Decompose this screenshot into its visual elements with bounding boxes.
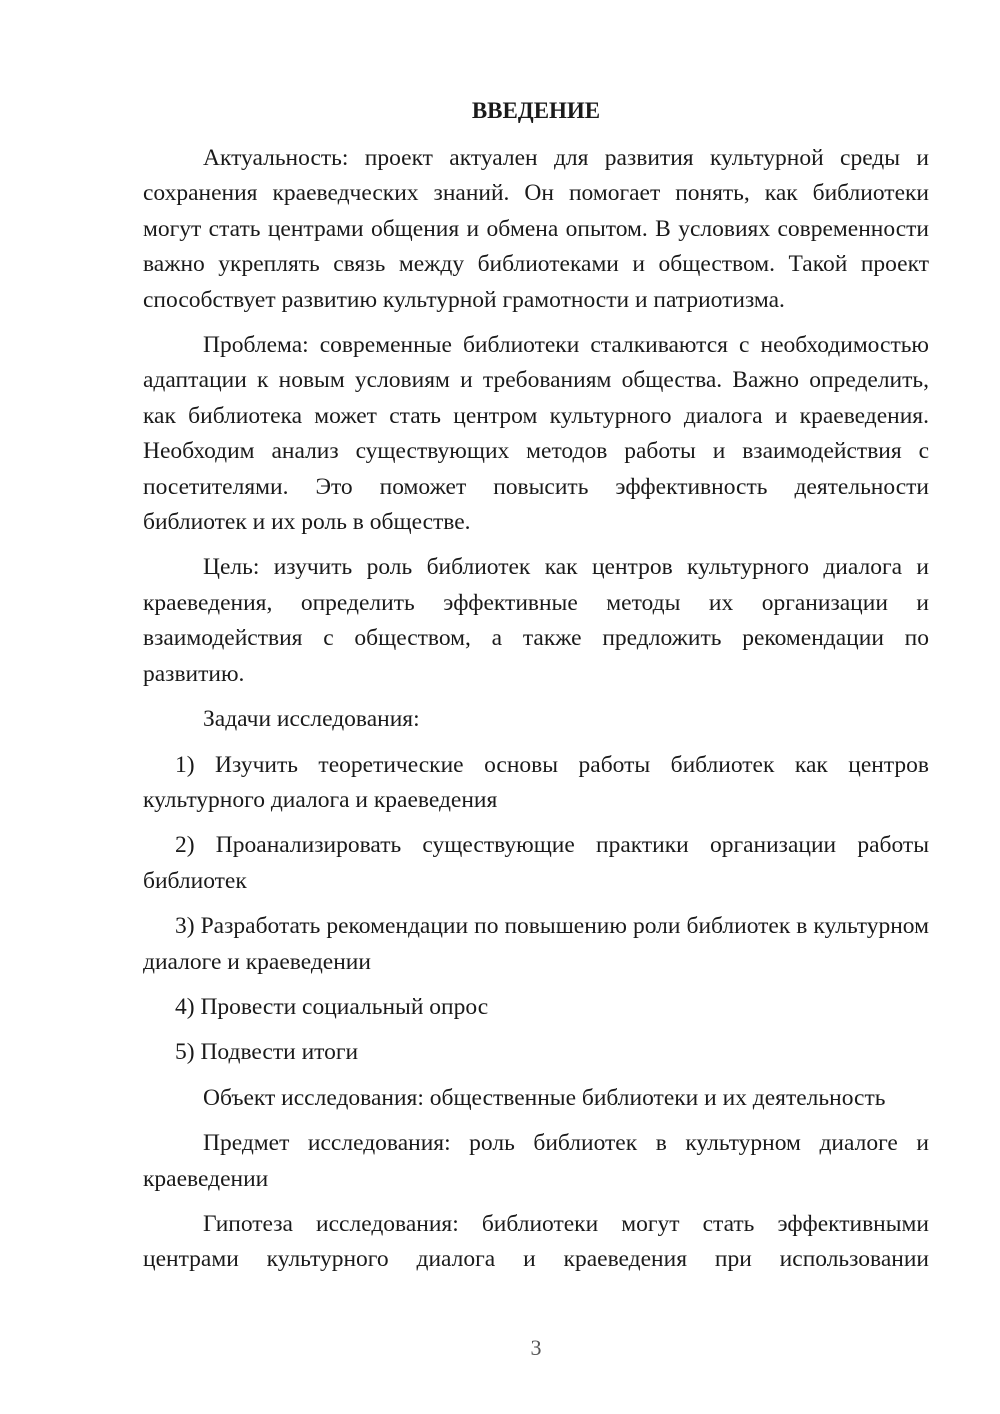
hypothesis-paragraph: Гипотеза исследования: библиотеки могут стать эффективными центрами культурного диалога и краеведения при использовании bbox=[143, 1210, 929, 1273]
task-item: 2) Проанализировать существующие практики организации работы библиотек bbox=[143, 832, 929, 894]
task-item: 3) Разработать рекомендации по повышению роли библиотек в культурном диалоге и краеведении bbox=[143, 913, 929, 975]
page-title: ВВЕДЕНИЕ bbox=[471, 98, 601, 123]
task-item: 4) Провести социальный опрос bbox=[175, 993, 489, 1020]
tasks-heading: Задачи исследования: bbox=[203, 706, 420, 733]
document-body bbox=[143, 141, 929, 1288]
relevance-paragraph: Актуальность: проект актуален для развития культурной среды и сохранения краеведческих знаний. Он помогает понять, как библиотеки могут стать центрами общения и обмена опытом. В условиях современности важно укреплять связь между библиотеками и обществом. Такой проект способствует развитию культурной грамотности и патриотизма. bbox=[143, 145, 929, 313]
page-number: 3 bbox=[530, 1335, 542, 1360]
problem-paragraph: Проблема: современные библиотеки сталкиваются с необходимостью адаптации к новым условиям и требованиям общества. Важно определить, как библиотека может стать центром культурного диалога и краеведения. Необходим анализ существующих методов работы и взаимодействия с посетителями. Это поможет повысить эффективность деятельности библиотек и их роль в обществе. bbox=[143, 332, 929, 536]
task-item: 1) Изучить теоретические основы работы библиотек как центров культурного диалога и краеведения bbox=[143, 751, 929, 813]
subject-paragraph: Предмет исследования: роль библиотек в культурном диалоге и краеведении bbox=[143, 1130, 929, 1192]
task-item: 5) Подвести итоги bbox=[175, 1039, 359, 1066]
object-paragraph: Объект исследования: общественные библиотеки и их деятельность bbox=[203, 1084, 886, 1111]
goal-paragraph: Цель: изучить роль библиотек как центров культурного диалога и краеведения, определить эффективные методы их организации и взаимодействия с обществом, а также предложить рекомендации по развитию. bbox=[143, 554, 929, 687]
